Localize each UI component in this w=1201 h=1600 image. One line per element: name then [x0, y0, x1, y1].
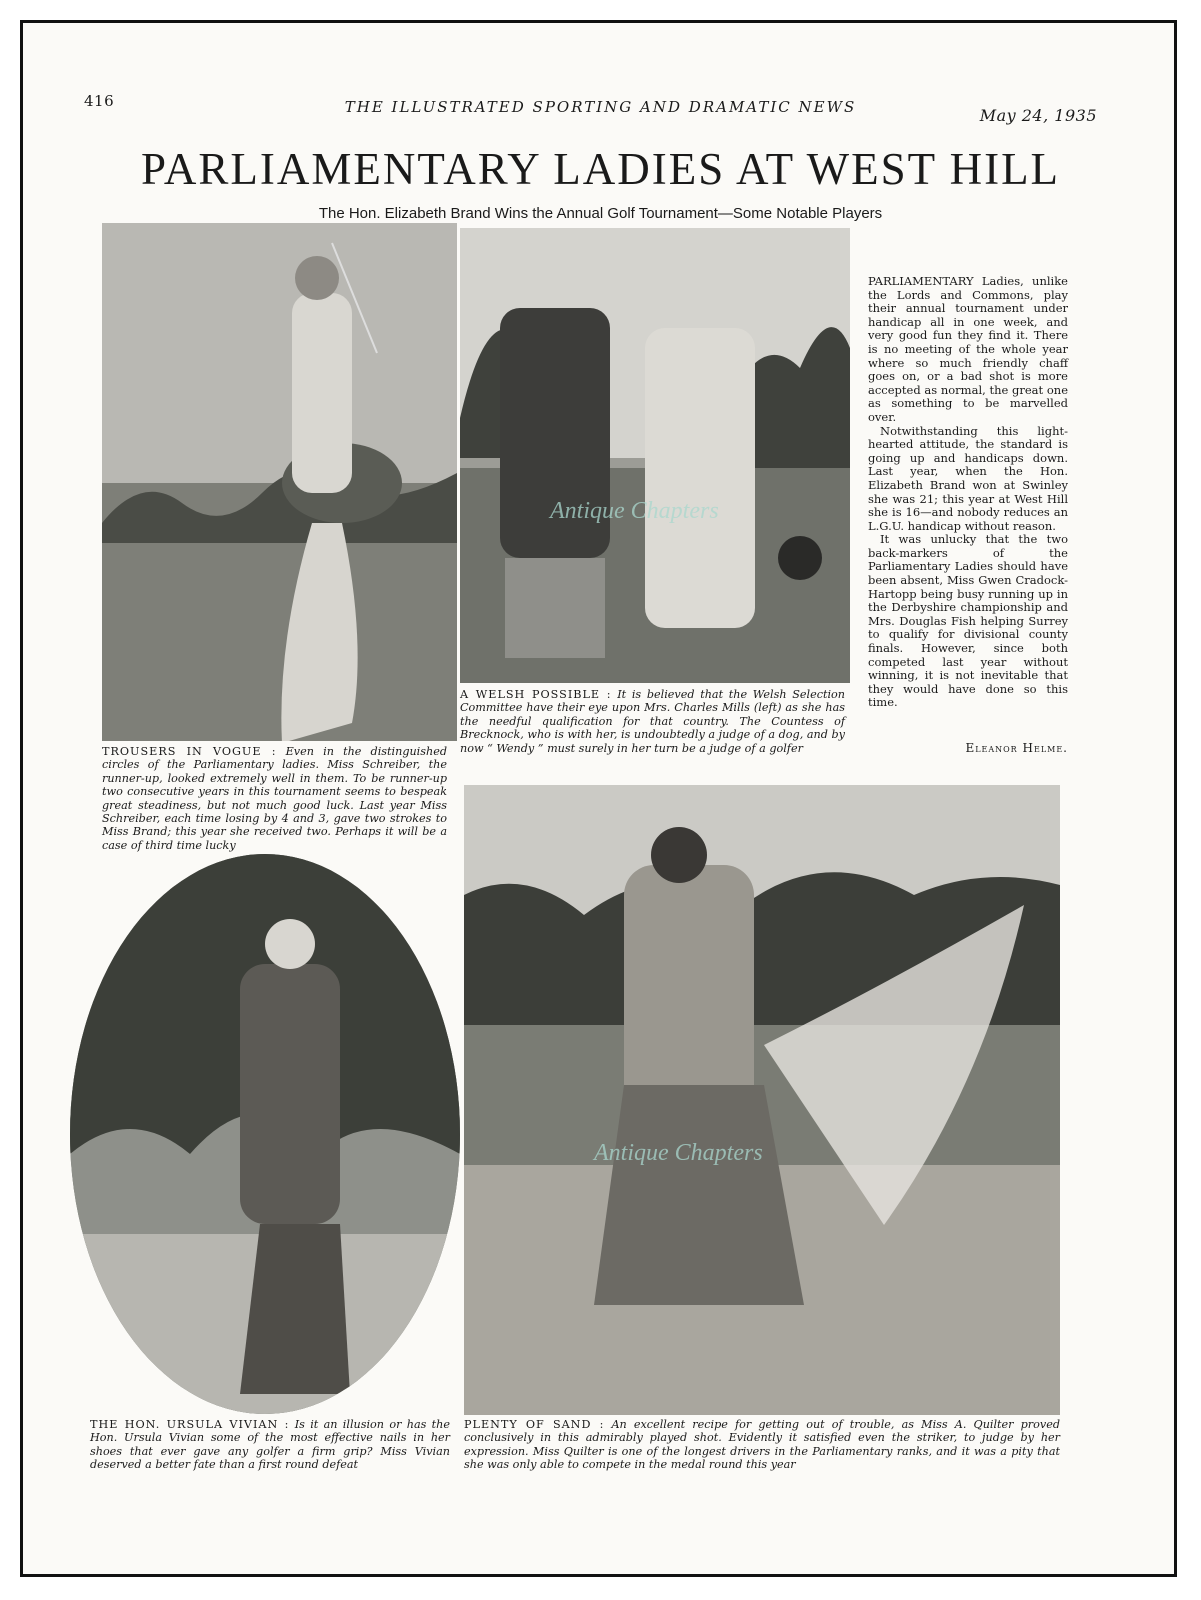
caption-lead: TROUSERS IN VOGUE : [102, 745, 277, 758]
photo-welsh-possible [460, 228, 850, 683]
subhead: The Hon. Elizabeth Brand Wins the Annual Golf Tournament—Some Notable Players [318, 205, 883, 222]
caption-trousers-in-vogue [102, 745, 447, 852]
photo-plenty-of-sand [464, 785, 1060, 1415]
photo-trousers-golfer [102, 223, 457, 741]
caption-lead: THE HON. URSULA VIVIAN : [90, 1418, 290, 1431]
watermark-text: Antique Chapters [594, 1140, 763, 1166]
caption-ursula-vivian [90, 1418, 450, 1472]
watermark-text: Antique Chapters [550, 498, 719, 524]
caption-welsh-possible [460, 688, 845, 755]
caption-text: Is it an illusion or has the Hon. Ursula Vivian some of the most effective nails in her shoes that ever gave any golfer a firm grip? Miss Vivian deserved a better fate than a first round defeat [90, 1418, 451, 1472]
page-number: 416 [84, 92, 115, 110]
article-body [868, 275, 1068, 710]
article-paragraph: PARLIAMENTARY Ladies, unlike the Lords and Commons, play their annual tournament under handicap all in one week, and very good fun they find it. There is no meeting of the whole year where so much friendly chaff goes on, or a bad shot is more accepted as normal, the great one as something to be marvelled over. [868, 274, 1068, 424]
issue-date: May 24, 1935 [979, 106, 1097, 125]
caption-lead: PLENTY OF SAND : [464, 1418, 605, 1431]
photo-ursula-vivian [70, 854, 460, 1414]
article-paragraph: Notwithstanding this light-hearted attitude, the standard is going up and handicaps down. Last year, when the Hon. Elizabeth Brand won at Swinley she was 21; this year at West Hill she is 16—and nobody reduces an L.G.U. handicap without reason. [868, 423, 1068, 533]
byline: Eleanor Helme. [965, 741, 1068, 755]
article-paragraph: It was unlucky that the two back-markers of the Parliamentary Ladies should have been absent, Miss Gwen Cradock-Hartopp being busy running up in the Derbyshire championship and Mrs. Douglas Fish helping Surrey to qualify for divisional county finals. However, since both competed last year without winning, it is not inevitable that they would have done so this time. [868, 532, 1068, 710]
caption-text: Even in the distinguished circles of the Parliamentary ladies. Miss Schreiber, the runner-up, looked extremely well in them. To be runner-up two consecutive years in this tournament seems to bespeak great steadiness, but not much good luck. Last year Miss Schreiber, each time losing by 4 and 3, gave two strokes to Miss Brand; this year she received two. Perhaps it will be a case of third time lucky [102, 745, 447, 852]
caption-lead: A WELSH POSSIBLE : [460, 688, 612, 701]
caption-plenty-of-sand [464, 1418, 1060, 1472]
headline: PARLIAMENTARY LADIES AT WEST HILL [140, 144, 1061, 194]
caption-text: It is believed that the Welsh Selection Committee have their eye upon Mrs. Charles Mills (left) as she has the needful qualification for that country. The Countess of Brecknock, who is with her, is undoubtedly a judge of a dog, and by now “ Wendy ” must surely in her turn be a judge of a golfer [460, 688, 845, 755]
caption-text: An excellent recipe for getting out of trouble, as Miss A. Quilter proved conclusively in this admirably played shot. Evidently it satisfied even the striker, to judge by her expression. Miss Quilter is one of the longest drivers in the Parliamentary ranks, and it was a pity that she was only able to compete in the medal round this year [464, 1418, 1060, 1472]
magazine-name: THE ILLUSTRATED SPORTING AND DRAMATIC NEWS [344, 98, 857, 116]
